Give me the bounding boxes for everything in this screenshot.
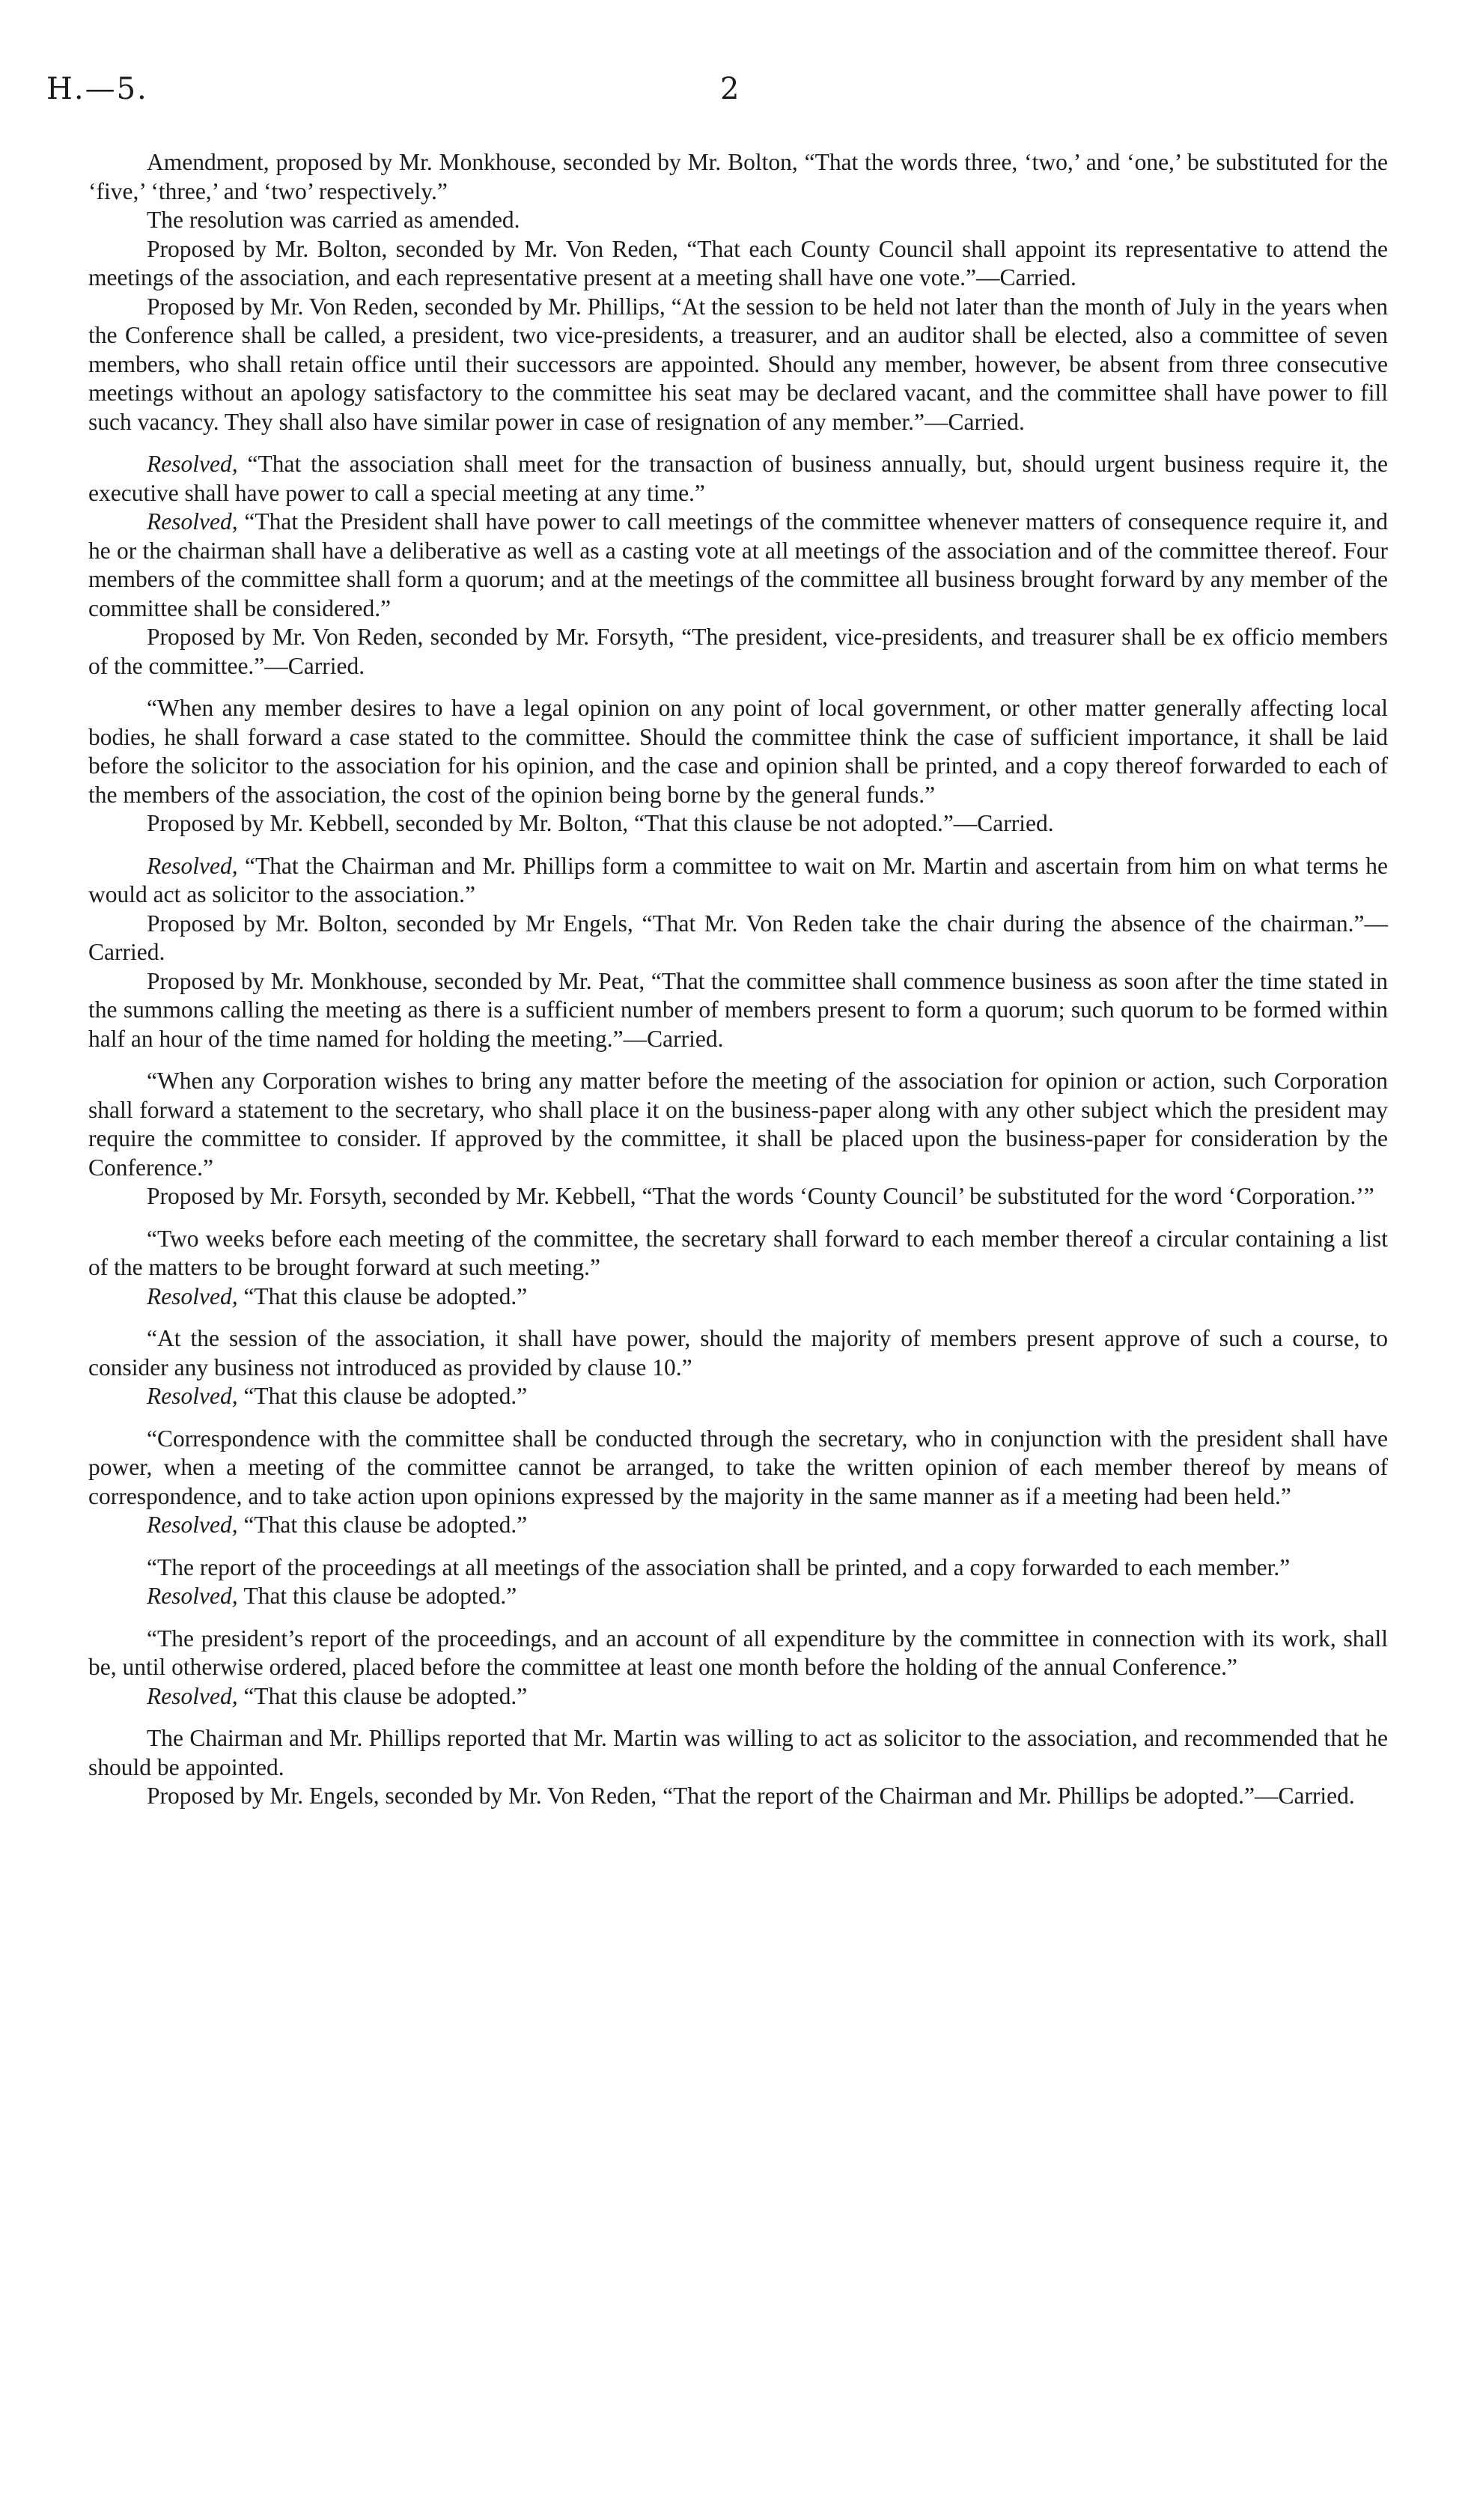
paragraph-text: “When any Corporation wishes to bring any matter before the meeting of the association for opinion or action, such Corporation shall forward a statement to the secretary, who shall place it on the business-paper along with any other subject which the president may require the committee to consider. If approved by the committee, it shall be placed upon the business-paper for consideration by the Conference.” bbox=[88, 1068, 1388, 1181]
paragraph bbox=[88, 235, 1388, 293]
resolved-label: Resolved, bbox=[147, 508, 245, 535]
paragraph bbox=[88, 623, 1388, 681]
paragraph bbox=[88, 694, 1388, 809]
paragraph-text: “That this clause be adopted.” bbox=[243, 1282, 528, 1309]
paragraph-text: “The report of the proceedings at all meetings of the association shall be printed, and a copy forwarded to each member.” bbox=[147, 1553, 1291, 1580]
resolved-label: Resolved, bbox=[147, 1682, 244, 1709]
paragraph-text: “That this clause be adopted.” bbox=[243, 1512, 528, 1538]
paragraph-text: “That the association shall meet for the transaction of business annually, but, should urgent business require it, the executive shall have power to call a special meeting at any time.” bbox=[88, 451, 1388, 506]
paragraph bbox=[88, 1511, 1388, 1540]
paragraph-text: Proposed by Mr. Monkhouse, seconded by Mr. Peat, “That the committee shall commence business as soon after the time stated in the summons calling the meeting as there is a sufficient number of members present to form a quorum; such quorum to be formed within half an hour of the time named for holding the meeting.”—Carried. bbox=[88, 967, 1388, 1052]
paragraph bbox=[88, 1225, 1388, 1282]
paragraph bbox=[88, 1625, 1388, 1682]
paragraph bbox=[88, 508, 1388, 623]
paragraph bbox=[88, 1067, 1388, 1182]
paragraph-text: “That the Chairman and Mr. Phillips form a committee to wait on Mr. Martin and ascertain from him on what terms he would act as solicitor to the association.” bbox=[88, 852, 1388, 907]
resolved-label: Resolved, bbox=[147, 1583, 244, 1609]
paragraph bbox=[88, 450, 1388, 508]
paragraph bbox=[88, 1682, 1388, 1711]
paragraph-text: “Correspondence with the committee shall be conducted through the secretary, who in conjunction with the president shall have power, when a meeting of the committee cannot be arranged, to take the written opinion of each member thereof by means of correspondence, and to take action upon opinions expressed by the majority in the same manner as if a meeting had been held.” bbox=[88, 1425, 1388, 1509]
paragraph-text: “When any member desires to have a legal opinion on any point of local government, or other matter generally affecting local bodies, he shall forward a case stated to the committee. Should the committee think the case of sufficient importance, it shall be laid before the solicitor to the association for his opinion, and the case and opinion shall be printed, and a copy thereof forwarded to each of the members of the association, the cost of the opinion being borne by the general funds.” bbox=[88, 695, 1388, 808]
paragraph bbox=[88, 148, 1388, 206]
paragraph bbox=[88, 1282, 1388, 1312]
paragraph-text: Proposed by Mr. Bolton, seconded by Mr. Von Reden, “That each County Council shall appoint its representative to attend the meetings of the association, and each representative present at a meeting shall have one vote.”—Carried. bbox=[88, 235, 1388, 290]
minutes-body bbox=[88, 148, 1388, 1811]
paragraph-text: Proposed by Mr. Bolton, seconded by Mr Engels, “That Mr. Von Reden take the chair during the absence of the chairman.”—Carried. bbox=[88, 910, 1388, 965]
page-header bbox=[46, 72, 1409, 117]
paragraph-text: Proposed by Mr. Von Reden, seconded by Mr. Forsyth, “The president, vice-presidents, and treasurer shall be ex officio members of the committee.”—Carried. bbox=[88, 624, 1388, 679]
paragraph-text: That this clause be adopted.” bbox=[243, 1583, 517, 1609]
paragraph-text: “That the President shall have power to call meetings of the committee whenever matters of consequence require it, and he or the chairman shall have a deliberative as well as a casting vote at all meetings of the association and of the committee thereof. Four members of the committee shall form a quorum; and at the meetings of the committee all business brought forward by any member of the committee shall be considered.” bbox=[88, 508, 1388, 621]
paragraph bbox=[88, 206, 1388, 235]
paragraph-text: “Two weeks before each meeting of the committee, the secretary shall forward to each member thereof a circular containing a list of the matters to be brought forward at such meeting.” bbox=[88, 1225, 1388, 1280]
resolved-label: Resolved, bbox=[147, 852, 245, 879]
resolved-label: Resolved, bbox=[147, 451, 248, 477]
resolved-label: Resolved, bbox=[147, 1383, 244, 1409]
resolved-label: Resolved, bbox=[147, 1512, 244, 1538]
paragraph bbox=[88, 910, 1388, 967]
paragraph bbox=[88, 1324, 1388, 1382]
paragraph-text: “That this clause be adopted.” bbox=[243, 1383, 528, 1409]
paragraph-text: Proposed by Mr. Kebbell, seconded by Mr. Bolton, “That this clause be not adopted.”—Carried. bbox=[147, 810, 1054, 836]
page-number: 2 bbox=[720, 72, 740, 106]
paragraph bbox=[88, 1425, 1388, 1512]
paragraph bbox=[88, 1582, 1388, 1611]
paragraph bbox=[88, 1553, 1388, 1583]
paragraph bbox=[88, 1782, 1388, 1811]
paragraph-text: Proposed by Mr. Von Reden, seconded by Mr. Phillips, “At the session to be held not later than the month of July in the years when the Conference shall be called, a president, two vice-presidents, a treasurer, and an auditor shall be elected, also a committee of seven members, who shall retain office until their successors are appointed. Should any member, however, be absent from three consecutive meetings without an apology satisfactory to the committee his seat may be declared vacant, and the committee shall have power to fill such vacancy. They shall also have similar power in case of resignation of any member.”—Carried. bbox=[88, 293, 1388, 435]
paragraph bbox=[88, 967, 1388, 1054]
paragraph bbox=[88, 1182, 1388, 1211]
paragraph-text: The Chairman and Mr. Phillips reported that Mr. Martin was willing to act as solicitor to the association, and recommended that he should be appointed. bbox=[88, 1725, 1388, 1780]
paragraph-text: Proposed by Mr. Engels, seconded by Mr. Von Reden, “That the report of the Chairman and Mr. Phillips be adopted.”—Carried. bbox=[147, 1783, 1355, 1809]
paragraph-text: “At the session of the association, it shall have power, should the majority of members present approve of such a course, to consider any business not introduced as provided by clause 10.” bbox=[88, 1325, 1388, 1381]
resolved-label: Resolved, bbox=[147, 1282, 244, 1309]
paragraph bbox=[88, 1382, 1388, 1411]
paragraph-text: Amendment, proposed by Mr. Monkhouse, seconded by Mr. Bolton, “That the words three, ‘two,’ and ‘one,’ be substituted for the ‘five,’ ‘three,’ and ‘two’ respectively.” bbox=[88, 149, 1388, 204]
paragraph bbox=[88, 809, 1388, 839]
paragraph-text: Proposed by Mr. Forsyth, seconded by Mr. Kebbell, “That the words ‘County Council’ be substituted for the word ‘Corporation.’” bbox=[147, 1183, 1374, 1209]
paragraph-text: “The president’s report of the proceedings, and an account of all expenditure by the committee in connection with its work, shall be, until otherwise ordered, placed before the committee at least one month before the holding of the annual Conference.” bbox=[88, 1625, 1388, 1680]
document-reference: H.—5. bbox=[46, 72, 148, 106]
paragraph-text: “That this clause be adopted.” bbox=[243, 1682, 528, 1709]
paragraph bbox=[88, 852, 1388, 910]
paragraph-text: The resolution was carried as amended. bbox=[147, 207, 520, 233]
paragraph bbox=[88, 293, 1388, 437]
paragraph bbox=[88, 1724, 1388, 1782]
